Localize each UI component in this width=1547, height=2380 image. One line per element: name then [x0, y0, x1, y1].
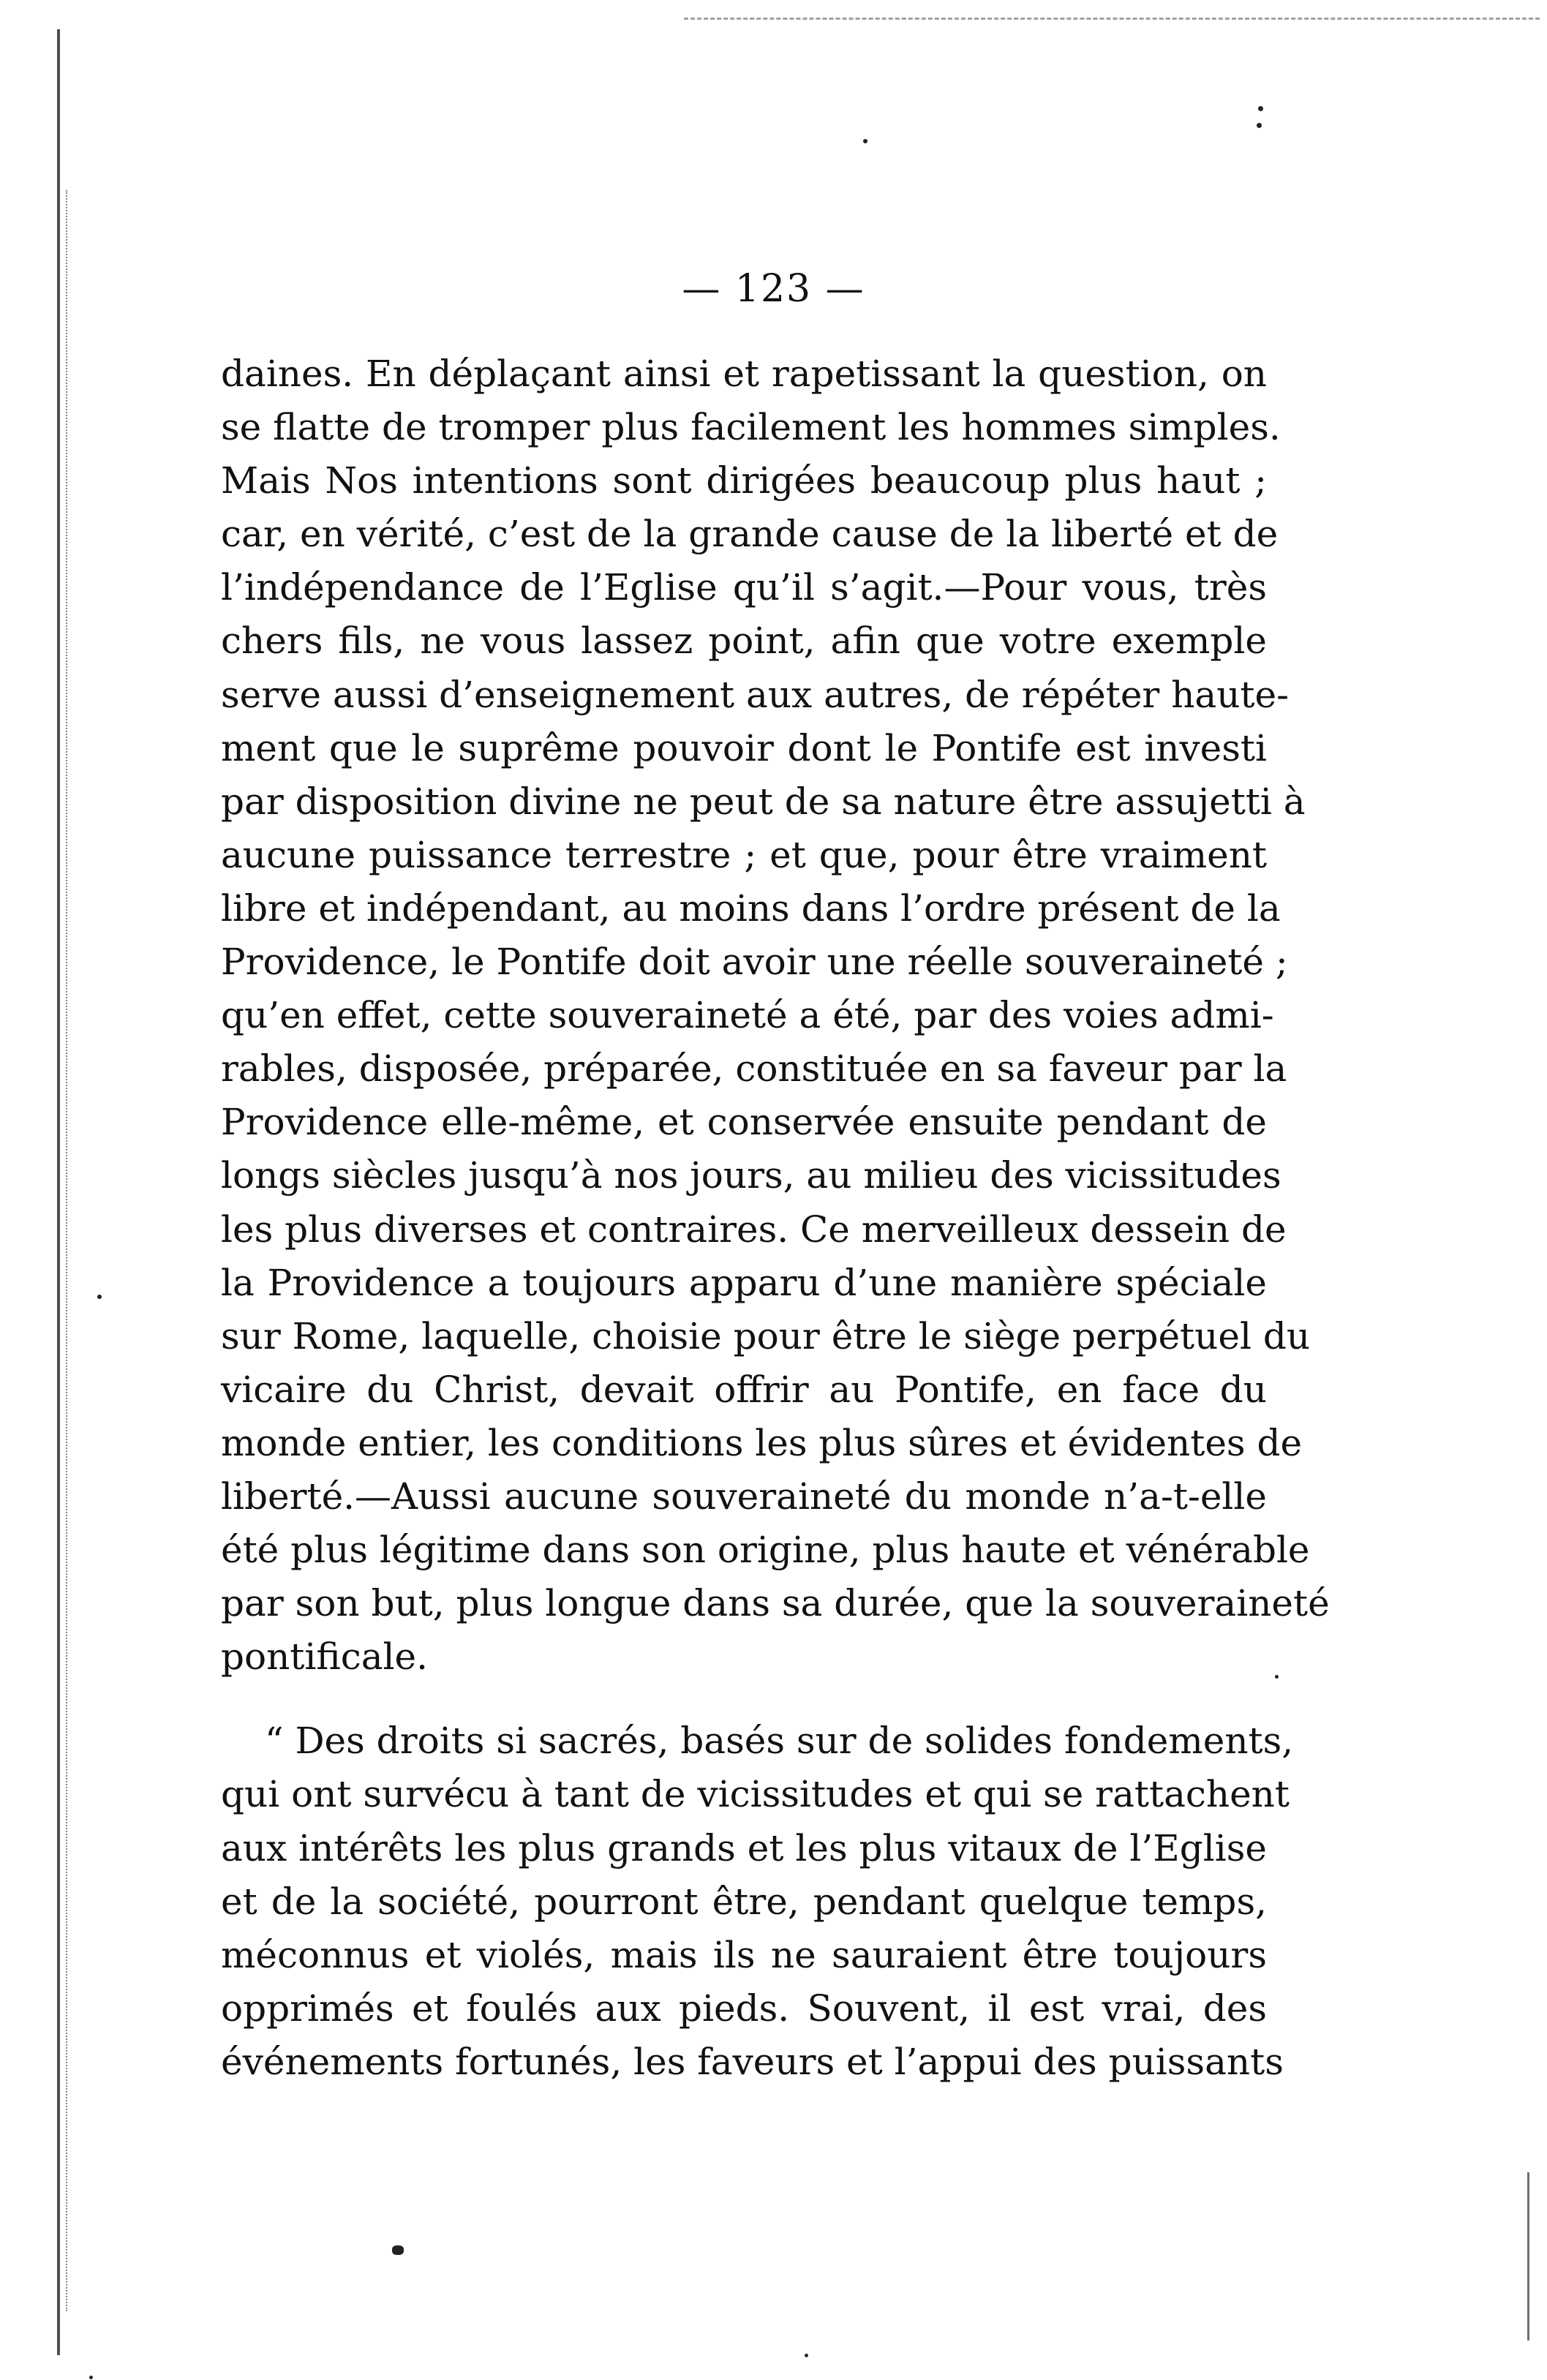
text-line: les plus diverses et contraires. Ce merveilleux dessein de [221, 1208, 1287, 1251]
text-line: événements fortunés, les faveurs et l’appui des puissants [221, 2040, 1284, 2083]
text-line: pontificale. [221, 1635, 429, 1679]
scan-speck [863, 139, 867, 143]
scan-speck [1258, 106, 1263, 111]
page-number: — 123 — [682, 267, 865, 311]
text-line: daines. En déplaçant ainsi et rapetissant la question, on [221, 353, 1267, 395]
text-line: la Providence a toujours apparu d’une manière spéciale [221, 1261, 1267, 1304]
text-line: chers fils, ne vous lassez point, afin que votre exemple [221, 620, 1267, 663]
text-line: par son but, plus longue dans sa durée, que la souveraineté [221, 1582, 1330, 1625]
text-line: monde entier, les conditions les plus sûres et évidentes de [221, 1421, 1303, 1464]
text-line: liberté.—Aussi aucune souveraineté du monde n’a-t-elle [221, 1475, 1267, 1518]
text-line: Providence, le Pontife doit avoir une réelle souveraineté ; [221, 941, 1288, 984]
paragraph [221, 347, 1330, 1684]
text-line: Mais Nos intentions sont dirigées beaucoup plus haut ; [221, 459, 1267, 502]
body-text [221, 347, 1330, 2089]
scan-left-edge-shadow [66, 190, 67, 2311]
scan-speck [805, 2354, 808, 2357]
text-line: Providence elle-même, et conservée ensuite pendant de [221, 1101, 1267, 1144]
text-line: longs siècles jusqu’à nos jours, au milieu des vicissitudes [221, 1154, 1281, 1197]
scan-speck [89, 2376, 93, 2379]
text-line: par disposition divine ne peut de sa nature être assujetti à [221, 780, 1306, 823]
text-line: qu’en effet, cette souveraineté a été, par des voies admi- [221, 994, 1274, 1037]
scan-speck [1275, 1675, 1279, 1679]
text-line: été plus légitime dans son origine, plus haute et vénérable [221, 1529, 1310, 1572]
text-line: aucune puissance terrestre ; et que, pour être vraiment [221, 833, 1267, 876]
text-line: méconnus et violés, mais ils ne sauraient être toujours [221, 1933, 1267, 1976]
text-line: libre et indépendant, au moins dans l’ordre présent de la [221, 886, 1281, 930]
text-line: l’indépendance de l’Eglise qu’il s’agit.—Pour vous, très [221, 566, 1267, 609]
scan-speck [392, 2245, 404, 2255]
text-line: se flatte de tromper plus facilement les hommes simples. [221, 406, 1281, 449]
text-line: opprimés et foulés aux pieds. Souvent, il est vrai, des [221, 1987, 1267, 2030]
text-line: qui ont survécu à tant de vicissitudes et qui se rattachent [221, 1773, 1290, 1816]
paragraph [221, 1714, 1294, 2089]
text-line: ment que le suprême pouvoir dont le Pontife est investi [221, 726, 1267, 769]
scan-top-rule [684, 18, 1540, 20]
text-line: sur Rome, laquelle, choisie pour être le siège perpétuel du [221, 1314, 1311, 1357]
text-line: et de la société, pourront être, pendant quelque temps, [221, 1880, 1267, 1923]
text-line: serve aussi d’enseignement aux autres, de répéter haute- [221, 673, 1290, 716]
text-line: car, en vérité, c’est de la grande cause de la liberté et de [221, 513, 1279, 556]
scan-speck [97, 1295, 102, 1299]
text-line: aux intérêts les plus grands et les plus vitaux de l’Eglise [221, 1826, 1267, 1869]
scan-left-edge [57, 29, 60, 2355]
text-line: rables, disposée, préparée, constituée en sa faveur par la [221, 1047, 1287, 1091]
text-line: vicaire du Christ, devait offrir au Pontife, en face du [221, 1368, 1267, 1411]
scan-right-edge [1527, 2172, 1529, 2341]
scan-speck [1257, 123, 1262, 128]
text-line: “ Des droits si sacrés, basés sur de solides fondements, [265, 1720, 1294, 1763]
